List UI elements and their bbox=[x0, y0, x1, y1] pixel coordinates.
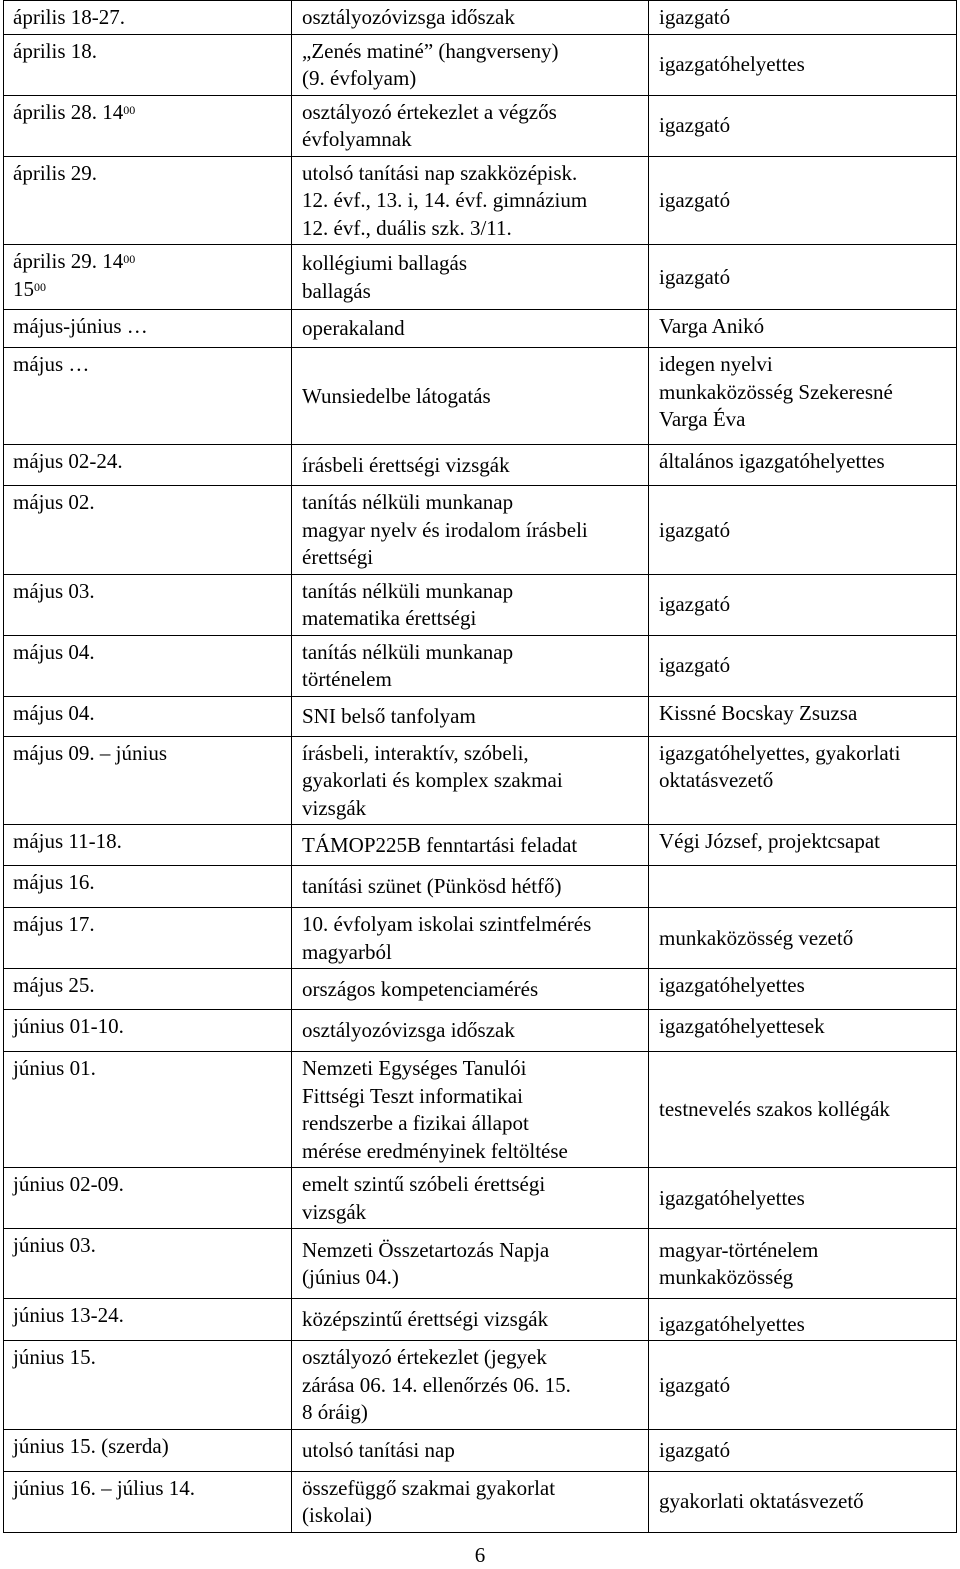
responsible-cell: idegen nyelvi munkaközösség Szekeresné Varga Éva bbox=[649, 348, 957, 445]
responsible-cell bbox=[649, 866, 957, 908]
event-cell: tanítás nélküli munkanap történelem bbox=[292, 635, 649, 696]
event-cell: tanítás nélküli munkanap magyar nyelv és irodalom írásbeli érettségi bbox=[292, 486, 649, 575]
date-cell bbox=[4, 866, 292, 908]
responsible-cell: igazgatóhelyettes bbox=[649, 1168, 957, 1229]
table-row bbox=[4, 1229, 957, 1299]
table-row bbox=[4, 1168, 957, 1229]
table-row bbox=[4, 635, 957, 696]
responsible-cell: igazgató bbox=[649, 95, 957, 156]
event-cell: utolsó tanítási nap bbox=[292, 1429, 649, 1471]
date-text: május 02. bbox=[13, 490, 95, 514]
date-text: június 15. bbox=[13, 1345, 96, 1369]
table-row bbox=[4, 1341, 957, 1430]
date-text-second: 15 bbox=[13, 276, 34, 301]
date-text: május 17. bbox=[13, 912, 95, 936]
date-text: június 16. – július 14. bbox=[13, 1475, 196, 1500]
date-cell bbox=[4, 1229, 292, 1299]
responsible-cell: igazgatóhelyettes bbox=[649, 1299, 957, 1341]
table-row bbox=[4, 310, 957, 348]
table-row bbox=[4, 574, 957, 635]
table-row bbox=[4, 1429, 957, 1471]
date-cell bbox=[4, 635, 292, 696]
responsible-cell: gyakorlati oktatásvezető bbox=[649, 1471, 957, 1532]
date-cell bbox=[4, 908, 292, 969]
event-cell: írásbeli, interaktív, szóbeli, gyakorlati és komplex szakmai vizsgák bbox=[292, 736, 649, 825]
date-cell bbox=[4, 1052, 292, 1168]
responsible-cell: munkaközösség vezető bbox=[649, 908, 957, 969]
table-row bbox=[4, 245, 957, 310]
table-row bbox=[4, 969, 957, 1010]
table-row bbox=[4, 866, 957, 908]
date-text: május … bbox=[13, 352, 90, 376]
table-row bbox=[4, 445, 957, 486]
table-row bbox=[4, 736, 957, 825]
event-cell: országos kompetenciamérés bbox=[292, 969, 649, 1010]
event-cell: összefüggő szakmai gyakorlat (iskolai) bbox=[292, 1471, 649, 1532]
table-row bbox=[4, 825, 957, 866]
date-text: április 18-27. bbox=[13, 5, 125, 29]
table-row bbox=[4, 1, 957, 35]
date-text: május-június … bbox=[13, 314, 148, 338]
responsible-cell: Kissné Bocskay Zsuzsa bbox=[649, 696, 957, 736]
event-cell: utolsó tanítási nap szakközépisk. 12. évf., 13. i, 14. évf. gimnázium 12. évf., duális szk. 3/11. bbox=[292, 156, 649, 245]
responsible-cell: általános igazgatóhelyettes bbox=[649, 445, 957, 486]
event-cell: kollégiumi ballagás ballagás bbox=[292, 245, 649, 310]
date-text: június 01. bbox=[13, 1056, 96, 1080]
date-cell bbox=[4, 696, 292, 736]
date-text: június 15. (szerda) bbox=[13, 1433, 169, 1458]
table-row bbox=[4, 1471, 957, 1532]
table-row bbox=[4, 95, 957, 156]
date-superscript: 00 bbox=[34, 279, 46, 294]
responsible-cell: igazgató bbox=[649, 574, 957, 635]
table-row bbox=[4, 34, 957, 95]
date-cell bbox=[4, 486, 292, 575]
event-cell: osztályozó értekezlet a végzős évfolyamnak bbox=[292, 95, 649, 156]
event-cell: osztályozóvizsga időszak bbox=[292, 1, 649, 35]
event-cell: „Zenés matiné” (hangverseny) (9. évfolyam) bbox=[292, 34, 649, 95]
event-cell: Nemzeti Összetartozás Napja (június 04.) bbox=[292, 1229, 649, 1299]
date-text: május 04. bbox=[13, 639, 95, 664]
event-cell: tanítás nélküli munkanap matematika érettségi bbox=[292, 574, 649, 635]
date-text: április 29. 14 bbox=[13, 249, 124, 273]
date-text: április 28. 14 bbox=[13, 99, 124, 124]
date-text: április 29. bbox=[13, 160, 97, 185]
responsible-cell: Varga Anikó bbox=[649, 310, 957, 348]
date-text: május 16. bbox=[13, 870, 95, 894]
responsible-cell: igazgató bbox=[649, 486, 957, 575]
event-cell: 10. évfolyam iskolai szintfelmérés magyarból bbox=[292, 908, 649, 969]
date-text: május 09. – június bbox=[13, 740, 168, 765]
event-cell: emelt szintű szóbeli érettségi vizsgák bbox=[292, 1168, 649, 1229]
responsible-cell: igazgatóhelyettes bbox=[649, 969, 957, 1010]
event-cell: középszintű érettségi vizsgák bbox=[292, 1299, 649, 1341]
date-cell bbox=[4, 1299, 292, 1341]
date-text: május 25. bbox=[13, 973, 95, 997]
date-cell bbox=[4, 1168, 292, 1229]
table-row bbox=[4, 1299, 957, 1341]
event-cell: SNI belső tanfolyam bbox=[292, 696, 649, 736]
event-cell: írásbeli érettségi vizsgák bbox=[292, 445, 649, 486]
responsible-cell: igazgató bbox=[649, 245, 957, 310]
date-cell bbox=[4, 156, 292, 245]
date-cell bbox=[4, 1341, 292, 1430]
table-row bbox=[4, 156, 957, 245]
date-text: május 03. bbox=[13, 578, 95, 603]
event-cell: operakaland bbox=[292, 310, 649, 348]
date-cell bbox=[4, 348, 292, 445]
schedule-body bbox=[4, 1, 957, 1533]
date-cell bbox=[4, 574, 292, 635]
date-cell bbox=[4, 736, 292, 825]
date-text: május 11-18. bbox=[13, 829, 122, 853]
date-text: június 03. bbox=[13, 1233, 96, 1257]
event-cell: osztályozó értekezlet (jegyek zárása 06. 14. ellenőrzés 06. 15. 8 óráig) bbox=[292, 1341, 649, 1430]
table-row bbox=[4, 1052, 957, 1168]
date-text: május 02-24. bbox=[13, 449, 123, 473]
event-cell: TÁMOP225B fenntartási feladat bbox=[292, 825, 649, 866]
event-cell: Wunsiedelbe látogatás bbox=[292, 348, 649, 445]
date-text: április 18. bbox=[13, 38, 97, 63]
event-cell: Nemzeti Egységes Tanulói Fittségi Teszt informatikai rendszerbe a fizikai állapot mérése eredményinek feltöltése bbox=[292, 1052, 649, 1168]
table-row bbox=[4, 908, 957, 969]
date-cell bbox=[4, 1, 292, 35]
responsible-cell: Végi József, projektcsapat bbox=[649, 825, 957, 866]
responsible-cell: igazgató bbox=[649, 1429, 957, 1471]
page-number: 6 bbox=[474, 1543, 486, 1567]
responsible-cell: igazgatóhelyettes, gyakorlati oktatásvezető bbox=[649, 736, 957, 825]
responsible-cell: magyar-történelem munkaközösség bbox=[649, 1229, 957, 1299]
date-cell bbox=[4, 445, 292, 486]
responsible-cell: igazgató bbox=[649, 1341, 957, 1430]
date-superscript: 00 bbox=[123, 252, 136, 266]
date-cell bbox=[4, 1429, 292, 1471]
date-text: május 04. bbox=[13, 700, 95, 725]
responsible-cell: igazgató bbox=[649, 1, 957, 35]
responsible-cell: igazgatóhelyettesek bbox=[649, 1010, 957, 1052]
event-cell: tanítási szünet (Pünkösd hétfő) bbox=[292, 866, 649, 908]
responsible-cell: igazgató bbox=[649, 635, 957, 696]
date-superscript: 00 bbox=[123, 102, 136, 117]
date-text: június 01-10. bbox=[13, 1014, 124, 1038]
date-cell bbox=[4, 969, 292, 1010]
date-cell bbox=[4, 1010, 292, 1052]
date-cell bbox=[4, 34, 292, 95]
table-row bbox=[4, 348, 957, 445]
date-text: június 13-24. bbox=[13, 1303, 124, 1327]
responsible-cell: igazgatóhelyettes bbox=[649, 34, 957, 95]
schedule-table bbox=[3, 0, 957, 1533]
date-cell bbox=[4, 310, 292, 348]
date-cell bbox=[4, 95, 292, 156]
table-row bbox=[4, 696, 957, 736]
date-cell bbox=[4, 245, 292, 310]
date-cell bbox=[4, 825, 292, 866]
date-cell bbox=[4, 1471, 292, 1532]
event-cell: osztályozóvizsga időszak bbox=[292, 1010, 649, 1052]
table-row bbox=[4, 1010, 957, 1052]
table-row bbox=[4, 486, 957, 575]
responsible-cell: testnevelés szakos kollégák bbox=[649, 1052, 957, 1168]
responsible-cell: igazgató bbox=[649, 156, 957, 245]
date-text: június 02-09. bbox=[13, 1172, 124, 1196]
